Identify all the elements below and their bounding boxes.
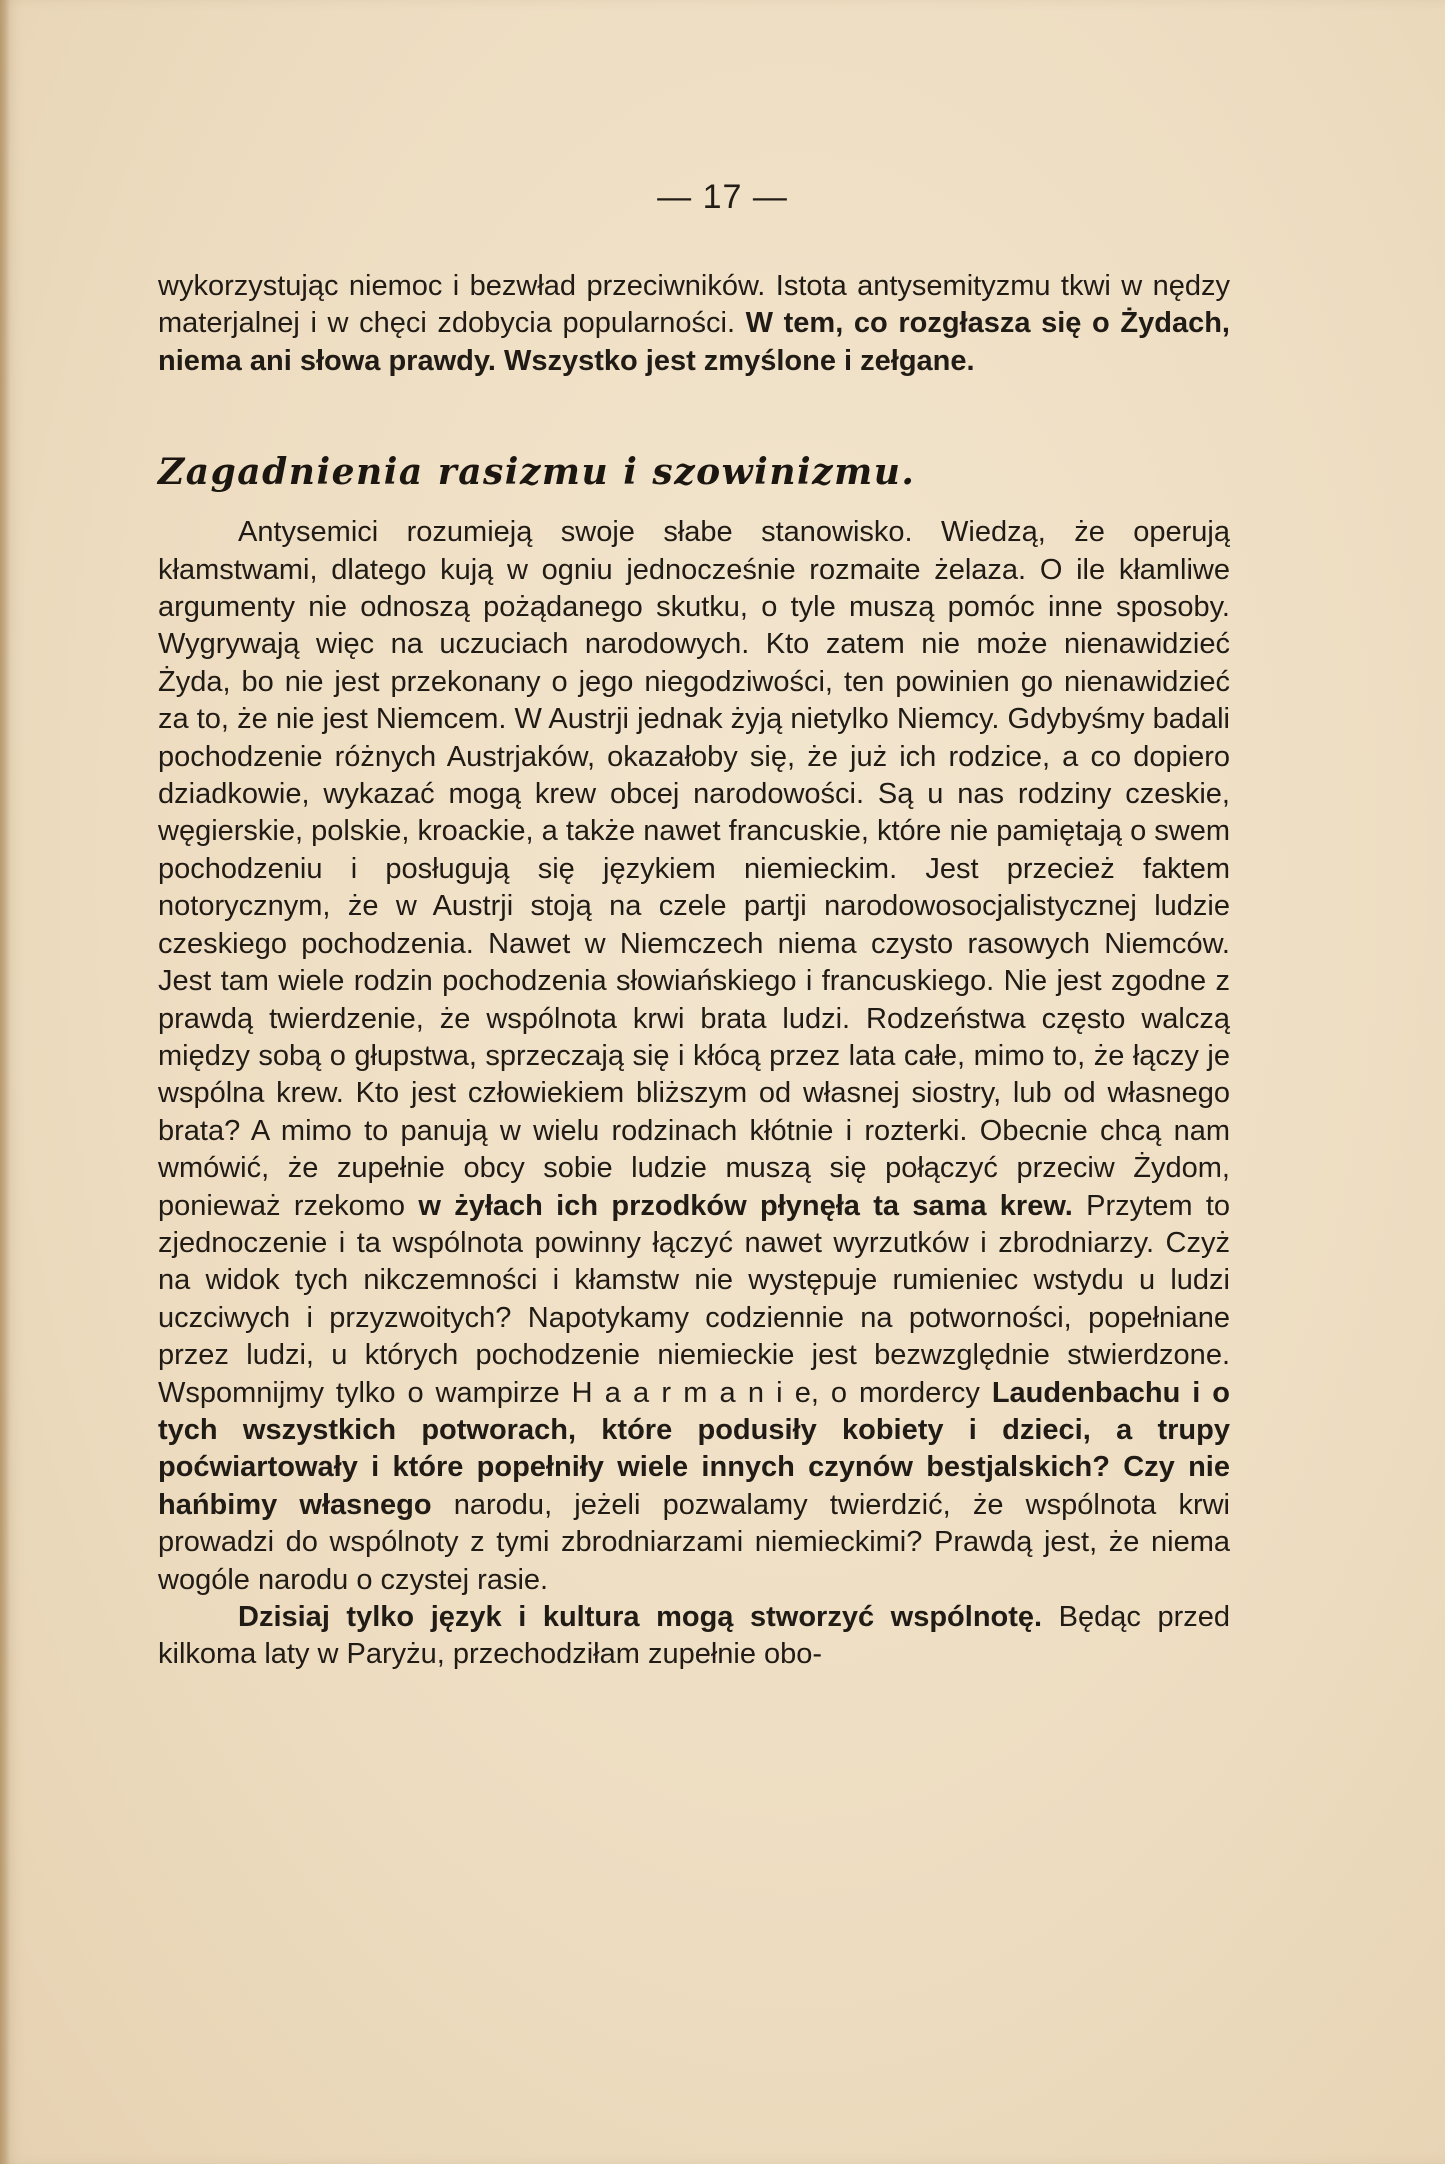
main-bold-b: Laudenbachu i o tych wszystkich potworach, które podusiły kobiety i dzieci, a trupy poćwiartowały i które popełniły wiele innych czynów bestjalskich? Czy nie hańbimy własnego: [158, 1376, 1230, 1521]
spaced-name-letter: i: [776, 1376, 795, 1409]
spaced-name-letter: r: [661, 1376, 684, 1409]
main-bold-a: w żyłach ich przodków płynęła ta sama krew.: [418, 1189, 1073, 1222]
main-text-b: Przytem to zjednoczenie i ta wspólnota powinny łączyć nawet wyrzutków i zbrodniarzy. Czyż na widok tych nikczemności i kłamstw nie występuje rumieniec wstydu u ludzi uczciwych i przyzwoitych? Napotykamy codziennie na potworności, popełniane przez ludzi, u których pochodzenie niemieckie jest bezwzględnie stwierdzone. Wspomnijmy tylko o wampirze: [158, 1189, 1231, 1409]
closing-text: Będąc przed kilkoma laty w Paryżu, przechodziłam zupełnie obo-: [158, 1601, 1230, 1671]
main-text-a: Antysemici rozumieją swoje słabe stanowisko. Wiedzą, że operują kłamstwami, dlatego kują w ogniu jednocześnie rozmaite żelaza. O ile kłamliwe argumenty nie odnoszą pożądanego skutku, o tyle muszą pomóc inne sposoby. Wygrywają więc na uczuciach narodowych. Kto zatem nie może nienawidzieć Żyda, bo nie jest przekonany o jego niegodziwości, ten powinien go nienawidzieć za to, że nie jest Niemcem. W Austrji jednak żyją nietylko Niemcy. Gdybyśmy badali pochodzenie różnych Austrjaków, okazałoby się, że już ich rodzice, a co dopiero dziadkowie, wykazać mogą krew obcej narodowości. Są u nas rodziny czeskie, węgierskie, polskie, kroackie, a także nawet francuskie, które nie pamiętają o swem pochodzeniu i posługują się językiem niemieckim. Jest przecież faktem notorycznym, że w Austrji stoją na czele partji narodowosocjalistycznej ludzie czeskiego pochodzenia. Nawet w Niemczech niema czysto rasowych Niemców. Jest tam wiele rodzin pochodzenia słowiańskiego i francuskiego. Nie jest zgodne z prawdą twierdzenie, że wspólnota krwi brata ludzi. Rodzeństwa często walczą między sobą o głupstwa, sprzeczają się i kłócą przez lata całe, mimo to, że łączy je wspólna krew. Kto jest człowiekiem bliższym od własnej siostry, lub od własnego brata? A mimo to panują w wielu rodzinach kłótnie i rozterki. Obecnie chcą nam wmówić, że zupełnie obcy sobie ludzie muszą się połączyć przeciw Żydom, ponieważ rzekomo: [158, 516, 1230, 1222]
page-spine-shadow: [0, 0, 10, 2164]
main-text-c: , o mordercy: [810, 1376, 992, 1409]
main-paragraph: [158, 514, 1230, 1599]
section-heading: Zagadnienia rasizmu i szowinizmu.: [158, 451, 916, 494]
spaced-name-letter: a: [719, 1376, 748, 1409]
main-text-d: narodu, jeżeli pozwalamy twierdzić, że wspólnota krwi prowadzi do wspólnoty z tymi zbrodniarzami niemieckimi? Prawdą jest, że niema wogóle narodu o czystej rasie.: [158, 1488, 1230, 1596]
page-body: [158, 268, 1230, 1674]
intro-text: wykorzystując niemoc i bezwład przeciwników. Istota antysemityzmu tkwi w nędzy materjalnej i w chęci zdobycia popularności.: [158, 270, 1230, 340]
closing-paragraph: [158, 1599, 1230, 1674]
spaced-name-letter: m: [683, 1376, 720, 1409]
spaced-name-letter: a: [633, 1376, 662, 1409]
spaced-name-haarmann: [572, 1377, 811, 1409]
page-number: — 17 —: [657, 178, 788, 216]
intro-paragraph: [158, 268, 1230, 380]
spaced-name-letter: e: [794, 1376, 811, 1409]
spaced-name-letter: H: [571, 1376, 605, 1409]
spaced-name-letter: a: [604, 1376, 634, 1409]
intro-bold-text: W tem, co rozgłasza się o Żydach, niema ani słowa prawdy. Wszystko jest zmyślone i zełgane.: [158, 307, 1230, 377]
spaced-name-letter: n: [747, 1376, 777, 1409]
closing-bold: Dzisiaj tylko język i kultura mogą stworzyć wspólnotę.: [238, 1601, 1043, 1633]
